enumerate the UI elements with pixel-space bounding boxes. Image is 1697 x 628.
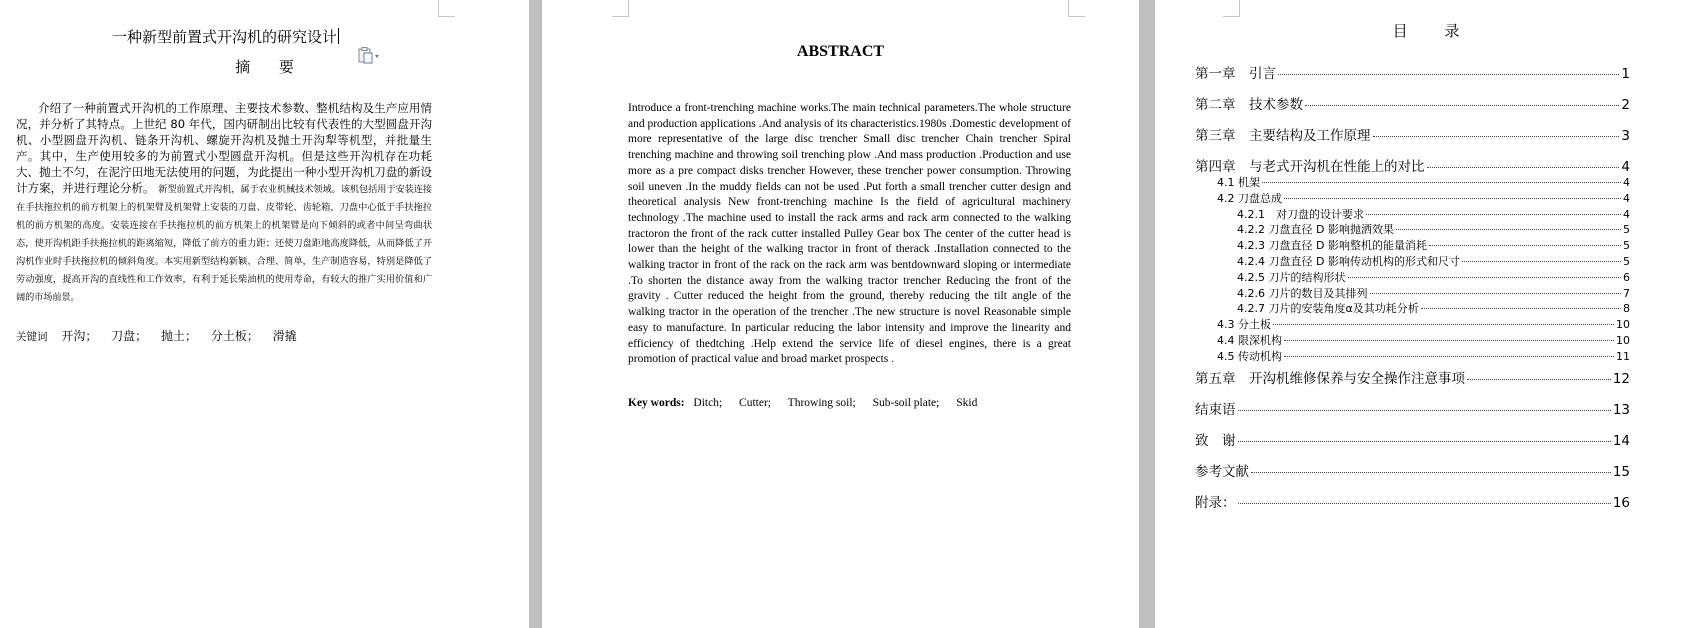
toc-page-number: 10: [1616, 334, 1630, 347]
toc-entry-label: 附录：: [1195, 494, 1236, 511]
toc-page-number: 4: [1623, 207, 1630, 221]
toc-dot-leader: [1462, 261, 1621, 262]
toc-dot-leader: [1273, 324, 1614, 325]
toc-entry-label: 4.4 限深机构: [1217, 334, 1282, 347]
toc-dot-leader: [1251, 472, 1611, 473]
toc-dot-leader: [1238, 503, 1611, 504]
document-title[interactable]: 一种新型前置式开沟机的研究设计: [112, 28, 338, 46]
toc-entry-label: 第二章 技术参数: [1195, 97, 1303, 113]
keywords-line: [628, 397, 991, 409]
keyword: Sub-soil plate;: [872, 397, 940, 409]
toc-entry-label: 4.1 机架: [1217, 176, 1260, 189]
page-table-of-contents[interactable]: [1155, 0, 1697, 628]
toc-entry[interactable]: [1237, 285, 1630, 301]
abstract-heading: ABSTRACT: [796, 43, 885, 60]
toc-entry-label: 致 谢: [1195, 432, 1236, 449]
toc-entry-label: 4.2.5 刀片的结构形状: [1237, 270, 1346, 284]
toc-dot-leader: [1373, 136, 1620, 137]
page-english-abstract[interactable]: [542, 0, 1139, 628]
crop-mark: [612, 0, 629, 17]
toc-entry[interactable]: [1217, 316, 1630, 332]
toc-entry-label: 4.2.1 对刀盘的设计要求: [1237, 207, 1364, 221]
toc-entry[interactable]: [1195, 93, 1630, 113]
toc-entry[interactable]: [1217, 174, 1630, 190]
toc-entry[interactable]: [1217, 348, 1630, 364]
toc-dot-leader: [1348, 277, 1622, 278]
toc-entry[interactable]: [1217, 332, 1630, 348]
toc-page-number: 4: [1623, 191, 1630, 205]
toc-page-number: 15: [1612, 463, 1630, 480]
toc-title: 目 录: [1392, 22, 1476, 40]
toc-entry[interactable]: [1195, 398, 1630, 418]
toc-entry-label: 4.2.2 刀盘直径 D 影响抛洒效果: [1237, 223, 1394, 237]
toc-page-number: 4: [1621, 159, 1630, 175]
toc-dot-leader: [1238, 410, 1611, 411]
toc-page-number: 12: [1612, 370, 1630, 387]
toc-page-number: 2: [1621, 97, 1630, 113]
toc-entry-label: 第一章 引言: [1195, 66, 1276, 82]
toc-entry[interactable]: [1195, 124, 1630, 144]
toc-entry-label: 第四章 与老式开沟机在性能上的对比: [1195, 159, 1425, 175]
keyword: Skid: [956, 397, 978, 409]
toc-page-number: 8: [1623, 302, 1630, 316]
keyword: 刀盘；: [111, 329, 148, 343]
toc-dot-leader: [1370, 293, 1622, 294]
toc-entry[interactable]: [1237, 237, 1630, 253]
toc-entry-label: 结束语: [1195, 401, 1236, 418]
keyword: 滑撬: [272, 329, 297, 343]
toc-page-number: 1: [1621, 66, 1630, 82]
toc-entry-label: 参考文献: [1195, 463, 1249, 480]
toc-page-number: 13: [1612, 401, 1630, 418]
toc-entry-label: 4.2 刀盘总成: [1217, 191, 1282, 205]
abstract-small-text: 新型前置式开沟机，属于农业机械技术领域。该机包括用于安装连接在手扶拖拉机的前方机架上的机架臂及机架臂上安装的刀盘、皮带轮、齿轮箱，刀盘中心低于手扶拖拉机的前方机架的高度。安装连接在手扶拖拉机的前方机架上的机架臂是向下倾斜的或者中间呈弯曲状态，使开沟机距手扶拖拉机的距离缩短，降低了前方的重力距；还使刀盘距地高度降低，从而降低了开沟机作业时手扶拖拉机的倾斜角度。本实用新型结构新颖、合理、简单，生产制造容易，特别是降低了劳动强度，提高开沟的直线性和工作效率，有利于延长柴油机的使用寿命，有较大的推广实用价值和广阔的市场前景。: [16, 184, 433, 303]
toc-dot-leader: [1238, 441, 1611, 442]
toc-entry-label: 4.2.6 刀片的数目及其排列: [1237, 286, 1368, 300]
toc-dot-leader: [1421, 308, 1621, 309]
keyword: 抛土；: [161, 329, 198, 343]
toc-page-number: 11: [1616, 349, 1630, 363]
toc-entry[interactable]: [1217, 190, 1630, 206]
keyword: 开沟；: [61, 329, 98, 343]
text-cursor: [338, 28, 339, 44]
toc-entry[interactable]: [1237, 269, 1630, 285]
toc-dot-leader: [1284, 198, 1621, 199]
toc-entry-label: 4.3 分土板: [1217, 318, 1271, 332]
toc-entry-label: 4.5 传动机构: [1217, 349, 1282, 363]
keyword: Ditch;: [693, 397, 723, 409]
toc-entry[interactable]: [1195, 62, 1630, 82]
keywords-label: Key words:: [628, 397, 685, 409]
toc-dot-leader: [1366, 214, 1621, 215]
toc-entry[interactable]: [1237, 206, 1630, 222]
toc-entry[interactable]: [1237, 300, 1630, 316]
toc-entry[interactable]: [1195, 367, 1630, 387]
toc-page-number: 6: [1623, 270, 1630, 284]
toc-page-number: 10: [1616, 318, 1630, 332]
keyword: Throwing soil;: [787, 397, 856, 409]
toc-dot-leader: [1429, 245, 1621, 246]
toc-page-number: 4: [1623, 176, 1630, 189]
toc-entry[interactable]: [1237, 221, 1630, 237]
toc-dot-leader: [1284, 356, 1614, 357]
toc-page-number: 16: [1612, 494, 1630, 511]
abstract-body[interactable]: [16, 100, 432, 306]
toc-page-number: 3: [1621, 128, 1630, 144]
toc-list: [1155, 0, 1697, 628]
toc-dot-leader: [1467, 379, 1611, 380]
crop-mark: [438, 0, 455, 17]
toc-dot-leader: [1305, 105, 1619, 106]
toc-dot-leader: [1427, 167, 1620, 168]
toc-page-number: 7: [1623, 286, 1630, 300]
toc-entry-label: 4.2.7 刀片的安装角度α及其功耗分析: [1237, 302, 1419, 316]
keywords-line: [16, 327, 307, 344]
toc-page-number: 5: [1623, 255, 1630, 268]
abstract-heading: 摘 要: [235, 58, 306, 76]
toc-dot-leader: [1262, 182, 1621, 183]
page-chinese-abstract[interactable]: [0, 0, 529, 628]
toc-entry[interactable]: [1237, 253, 1630, 269]
toc-entry[interactable]: [1195, 460, 1630, 480]
keywords-label: 关键词: [16, 331, 48, 343]
toc-entry-label: 4.2.4 刀盘直径 D 影响传动机构的形式和尺寸: [1237, 255, 1460, 268]
toc-entry-label: 4.2.3 刀盘直径 D 影响整机的能量消耗: [1237, 239, 1427, 253]
toc-page-number: 14: [1612, 432, 1630, 449]
toc-entry[interactable]: [1195, 491, 1630, 511]
toc-dot-leader: [1284, 340, 1614, 341]
abstract-body[interactable]: Introduce a front-trenching machine works.The main technical parameters.The whole structure and production applications .And analysis of its characteristics.1980s .Domestic development of more representative of the large disc trencher Small disc trencher Chain trencher Spiral trenching machine and throwing soil trenching plow .And mass production .Production and use more as a pre compact disks trencher However, these trencher power consumption. Throwing soil uneven .In the muddy fields can not be used .Put forth a small trencher cutter design and theoretical analysis New front-trenching machine Is the field of agricultural machinery technology .The machine used to install the rack arms and rack arm connected to the walking tractoron the front of the rack cutter installed Pulley Gear box The center of the cutter head is lower than the height of the walking tractor in front of therack .Installation connected to the walking tractor in front of the rack on the rack arm was bentdownward sloping or intermediate .To shorten the distance away from the walking tractor trencher Reducing the front of the gravity . Cutter reduced the height from the ground, thereby reducing the tilt angle of the walking tractor in the operation of the trencher .The new structure is novel Reasonable simple easy to manufacture. In particular reducing the labor intensity and improve the linearity and efficiency of thedtching .Help extend the service life of diesel engines, there is a great promotion of practical value and broad market prospects .: [628, 102, 1071, 366]
toc-entry[interactable]: [1195, 429, 1630, 449]
crop-mark: [1068, 0, 1085, 17]
toc-dot-leader: [1278, 74, 1619, 75]
keyword: Cutter;: [739, 397, 771, 409]
toc-entry-label: 第五章 开沟机维修保养与安全操作注意事项: [1195, 370, 1465, 387]
toc-entry-label: 第三章 主要结构及工作原理: [1195, 128, 1371, 144]
abstract-main-text: 介绍了一种前置式开沟机的工作原理、主要技术参数、整机结构及生产应用情况，并分析了其特点。上世纪 80 年代，国内研制出比较有代表性的大型圆盘开沟机、小型圆盘开沟机、链条开沟机、螺旋开沟机及抛土开沟犁等机型，并批量生产。其中，生产使用较多的为前置式小型圆盘开沟机。但是这些开沟机存在功耗大、抛土不匀，在泥泞田地无法使用的问题，为此提出一种小型开沟机刀盘的新设计方案，并进行理论分析。: [16, 101, 432, 195]
toc-page-number: 5: [1623, 239, 1630, 253]
keyword: 分土板；: [210, 329, 259, 343]
toc-dot-leader: [1396, 229, 1621, 230]
toc-entry[interactable]: [1195, 155, 1630, 175]
toc-page-number: 5: [1623, 223, 1630, 237]
